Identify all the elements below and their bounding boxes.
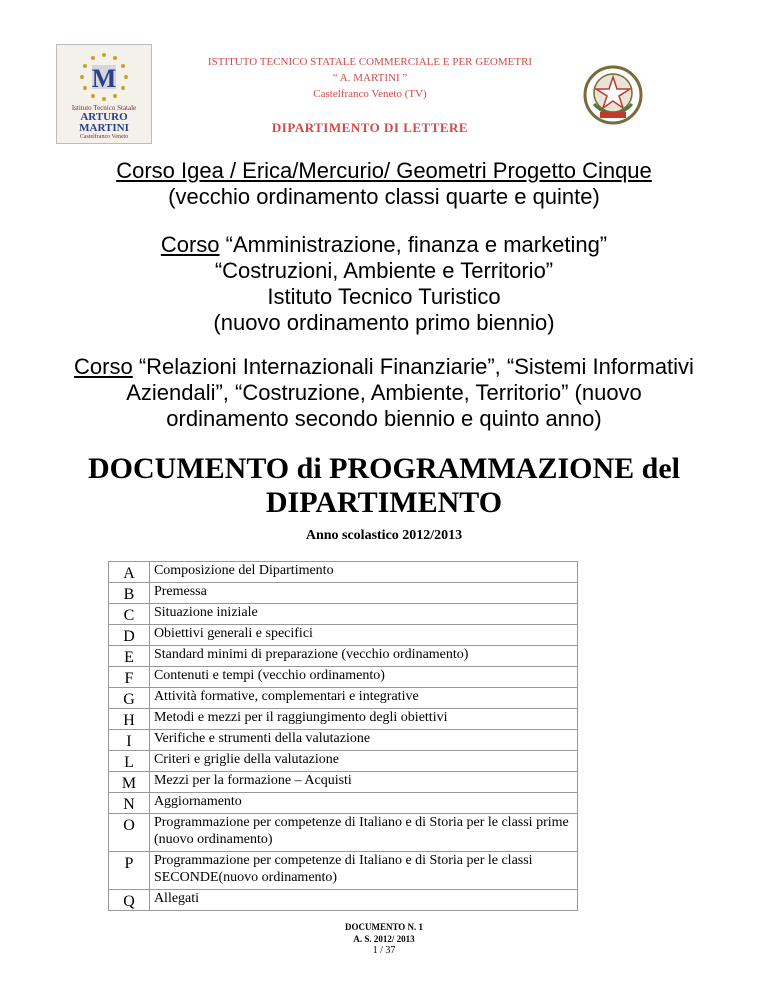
index-section-title: Situazione iniziale: [149, 604, 577, 625]
index-letter: L: [109, 751, 150, 772]
index-section-title: Contenuti e tempi (vecchio ordinamento): [149, 667, 577, 688]
course-2-prefix: Corso: [160, 232, 220, 257]
index-letter: A: [109, 562, 150, 583]
index-row: [109, 772, 578, 793]
index-row: [109, 688, 578, 709]
index-row: [109, 751, 578, 772]
index-letter: G: [109, 688, 150, 709]
index-row: [109, 583, 578, 604]
index-letter: F: [109, 667, 150, 688]
index-section-title: Obiettivi generali e specifici: [149, 625, 577, 646]
footer-school-year: A. S. 2012/ 2013: [353, 934, 415, 944]
course-3-prefix: Corso: [74, 354, 133, 379]
document-title: [40, 452, 728, 520]
logo-name-line1: ARTURO: [80, 111, 128, 123]
index-row: [109, 709, 578, 730]
index-row: [109, 625, 578, 646]
index-section-title: Composizione del Dipartimento: [149, 562, 577, 583]
document-title-line1: DOCUMENTO di PROGRAMMAZIONE del: [88, 452, 680, 485]
institute-name-line2: “ A. MARTINI ”: [332, 72, 408, 84]
index-row: [109, 667, 578, 688]
index-section-title: Aggiornamento: [149, 793, 577, 814]
index-row: [109, 890, 578, 911]
course-3-line2: Aziendali”, “Costruzione, Ambiente, Territorio” (nuovo: [126, 380, 642, 405]
index-section-title: Criteri e griglie della valutazione: [149, 751, 577, 772]
index-row: [109, 730, 578, 751]
logo-city: Castelfranco Veneto: [79, 134, 129, 140]
course-2-name: “Amministrazione, finanza e marketing”: [219, 232, 608, 257]
index-row: [109, 604, 578, 625]
index-section-title: Programmazione per competenze di Italiano e di Storia per le classi prime (nuovo ordinamento): [149, 814, 577, 852]
index-letter: O: [109, 814, 150, 852]
index-row: [109, 562, 578, 583]
index-row: [109, 793, 578, 814]
index-section-title: Verifiche e strumenti della valutazione: [149, 730, 577, 751]
contents-index-table: [108, 561, 578, 911]
course-3-name: “Relazioni Internazionali Finanziarie”, “Sistemi Informativi: [132, 354, 694, 379]
index-letter: E: [109, 646, 150, 667]
index-section-title: Attività formative, complementari e integrative: [149, 688, 577, 709]
index-letter: C: [109, 604, 150, 625]
index-letter: H: [109, 709, 150, 730]
course-2-line3: Istituto Tecnico Turistico: [267, 284, 501, 309]
svg-text:M: M: [91, 64, 117, 93]
index-row: [109, 852, 578, 890]
index-section-title: Programmazione per competenze di Italiano e di Storia per le classi SECONDE(nuovo ordinamento): [149, 852, 577, 890]
index-row: [109, 646, 578, 667]
index-letter: B: [109, 583, 150, 604]
course-3-line1: [40, 354, 728, 380]
index-section-title: Premessa: [149, 583, 577, 604]
index-letter: Q: [109, 890, 150, 911]
index-letter: P: [109, 852, 150, 890]
index-section-title: Metodi e mezzi per il raggiungimento degli obiettivi: [149, 709, 577, 730]
course-block-1: [40, 158, 728, 210]
course-1-subtitle: (vecchio ordinamento classi quarte e quinte): [168, 184, 600, 209]
index-letter: I: [109, 730, 150, 751]
index-section-title: Mezzi per la formazione – Acquisti: [149, 772, 577, 793]
course-2-line2: “Costruzioni, Ambiente e Territorio”: [214, 258, 554, 283]
index-section-title: Standard minimi di preparazione (vecchio ordinamento): [149, 646, 577, 667]
page-number: 1 / 37: [372, 945, 396, 956]
index-letter: D: [109, 625, 150, 646]
logo-caption: Istituto Tecnico Statale: [71, 104, 137, 112]
institute-location: Castelfranco Veneto (TV): [313, 88, 427, 100]
course-1-title: Corso Igea / Erica/Mercurio/ Geometri Progetto Cinque: [116, 158, 652, 183]
course-2-line1: [40, 232, 728, 258]
index-row: [109, 814, 578, 852]
index-letter: M: [109, 772, 150, 793]
italian-republic-emblem-icon: [582, 64, 644, 126]
footer-document-number: DOCUMENTO N. 1: [344, 922, 424, 932]
logo-name-line2: MARTINI: [79, 122, 129, 134]
school-year: Anno scolastico 2012/2013: [305, 528, 463, 543]
document-title-line2: DIPARTIMENTO: [265, 486, 503, 519]
course-block-3: [40, 354, 728, 432]
index-section-title: Allegati: [149, 890, 577, 911]
index-letter: N: [109, 793, 150, 814]
department-title: DIPARTIMENTO DI LETTERE: [271, 120, 469, 135]
course-3-line3: ordinamento secondo biennio e quinto anno): [166, 406, 602, 431]
course-block-2: [40, 232, 728, 336]
institute-name-line1: ISTITUTO TECNICO STATALE COMMERCIALE E PER GEOMETRI: [207, 56, 533, 68]
school-logo: [56, 44, 152, 144]
school-emblem-icon: [74, 51, 134, 103]
course-2-line4: (nuovo ordinamento primo biennio): [213, 310, 555, 335]
